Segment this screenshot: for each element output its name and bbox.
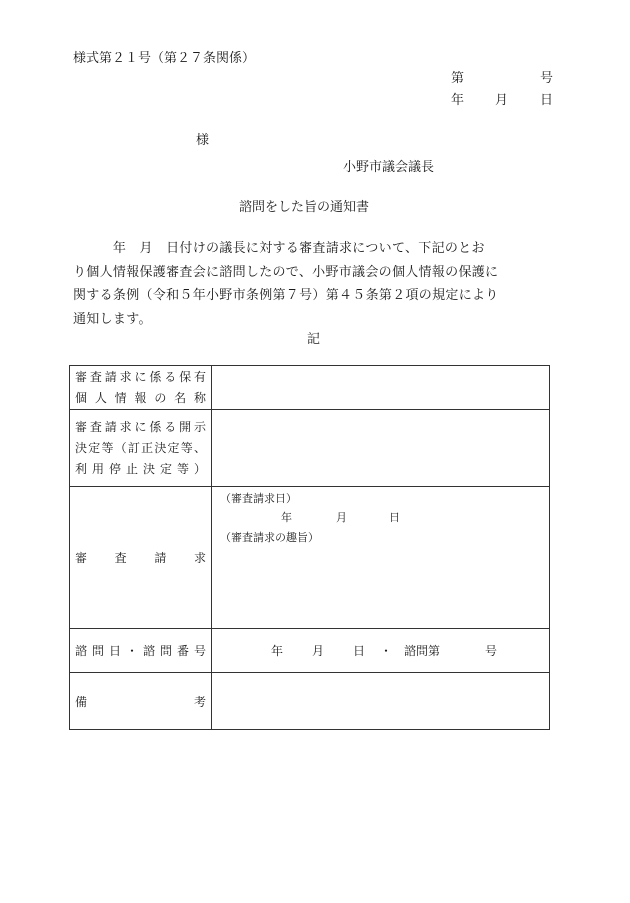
value-cell-remarks[interactable] <box>212 673 550 730</box>
consult-year: 年 <box>271 644 284 658</box>
review-date-day: 日 <box>389 511 400 524</box>
table-row <box>70 629 550 673</box>
ki-heading: 記 <box>307 332 321 347</box>
details-table <box>69 365 550 730</box>
review-reason-caption: （審査請求の趣旨） <box>220 531 319 544</box>
doc-date-year: 年 <box>451 93 465 108</box>
body-line: 関する条例（令和５年小野市条例第７号）第４５条第２項の規定により <box>73 288 499 303</box>
label-cell-review-request: 審査請求 <box>70 487 212 629</box>
value-cell-consultation[interactable] <box>212 629 550 673</box>
remarks-label-right: 考 <box>193 694 206 709</box>
consult-number-suffix: 号 <box>485 644 498 658</box>
doc-number-suffix: 号 <box>540 71 554 86</box>
body-line: 年 月 日付けの議長に対する審査請求について、下記のとお <box>73 241 485 256</box>
doc-number-prefix: 第 <box>451 71 465 86</box>
table-row <box>70 673 550 730</box>
label-cell-disclosure-decision: 審査請求に係る開示 決定等（訂正決定等、 利用停止決定等） <box>70 410 212 487</box>
addressee-suffix: 様 <box>196 133 210 148</box>
body-line: 通知します。 <box>73 311 152 327</box>
body-paragraph <box>73 237 551 331</box>
document-title: 諮問をした旨の通知書 <box>239 200 370 215</box>
review-date-year: 年 <box>281 511 292 524</box>
consult-number-prefix: 諮問第 <box>404 644 441 658</box>
doc-date-day: 日 <box>540 93 554 108</box>
review-date-caption: （審査請求日） <box>220 492 297 505</box>
label-cell-consultation: 諮問日・諮問番号 <box>70 629 212 673</box>
table-row <box>70 366 550 410</box>
value-cell-review-request[interactable] <box>212 487 550 629</box>
table-row <box>70 410 550 487</box>
consult-month: 月 <box>312 644 325 658</box>
consult-separator: ・ <box>380 644 393 658</box>
form-number-label: 様式第２１号（第２７条関係） <box>73 51 256 66</box>
label-cell-remarks <box>70 673 212 730</box>
table-row <box>70 487 550 629</box>
value-cell-disclosure-decision[interactable] <box>212 410 550 487</box>
body-line: り個人情報保護審査会に諮問したので、小野市議会の個人情報の保護に <box>73 264 499 280</box>
label-cell-personal-info: 審査請求に係る保有 個人情報の名称 <box>70 366 212 410</box>
remarks-label-left: 備 <box>75 694 88 709</box>
sender-title: 小野市議会議長 <box>343 160 435 175</box>
value-cell-personal-info[interactable] <box>212 366 550 410</box>
consult-day: 日 <box>353 644 366 658</box>
doc-date-month: 月 <box>495 93 509 108</box>
review-date-month: 月 <box>336 511 347 524</box>
